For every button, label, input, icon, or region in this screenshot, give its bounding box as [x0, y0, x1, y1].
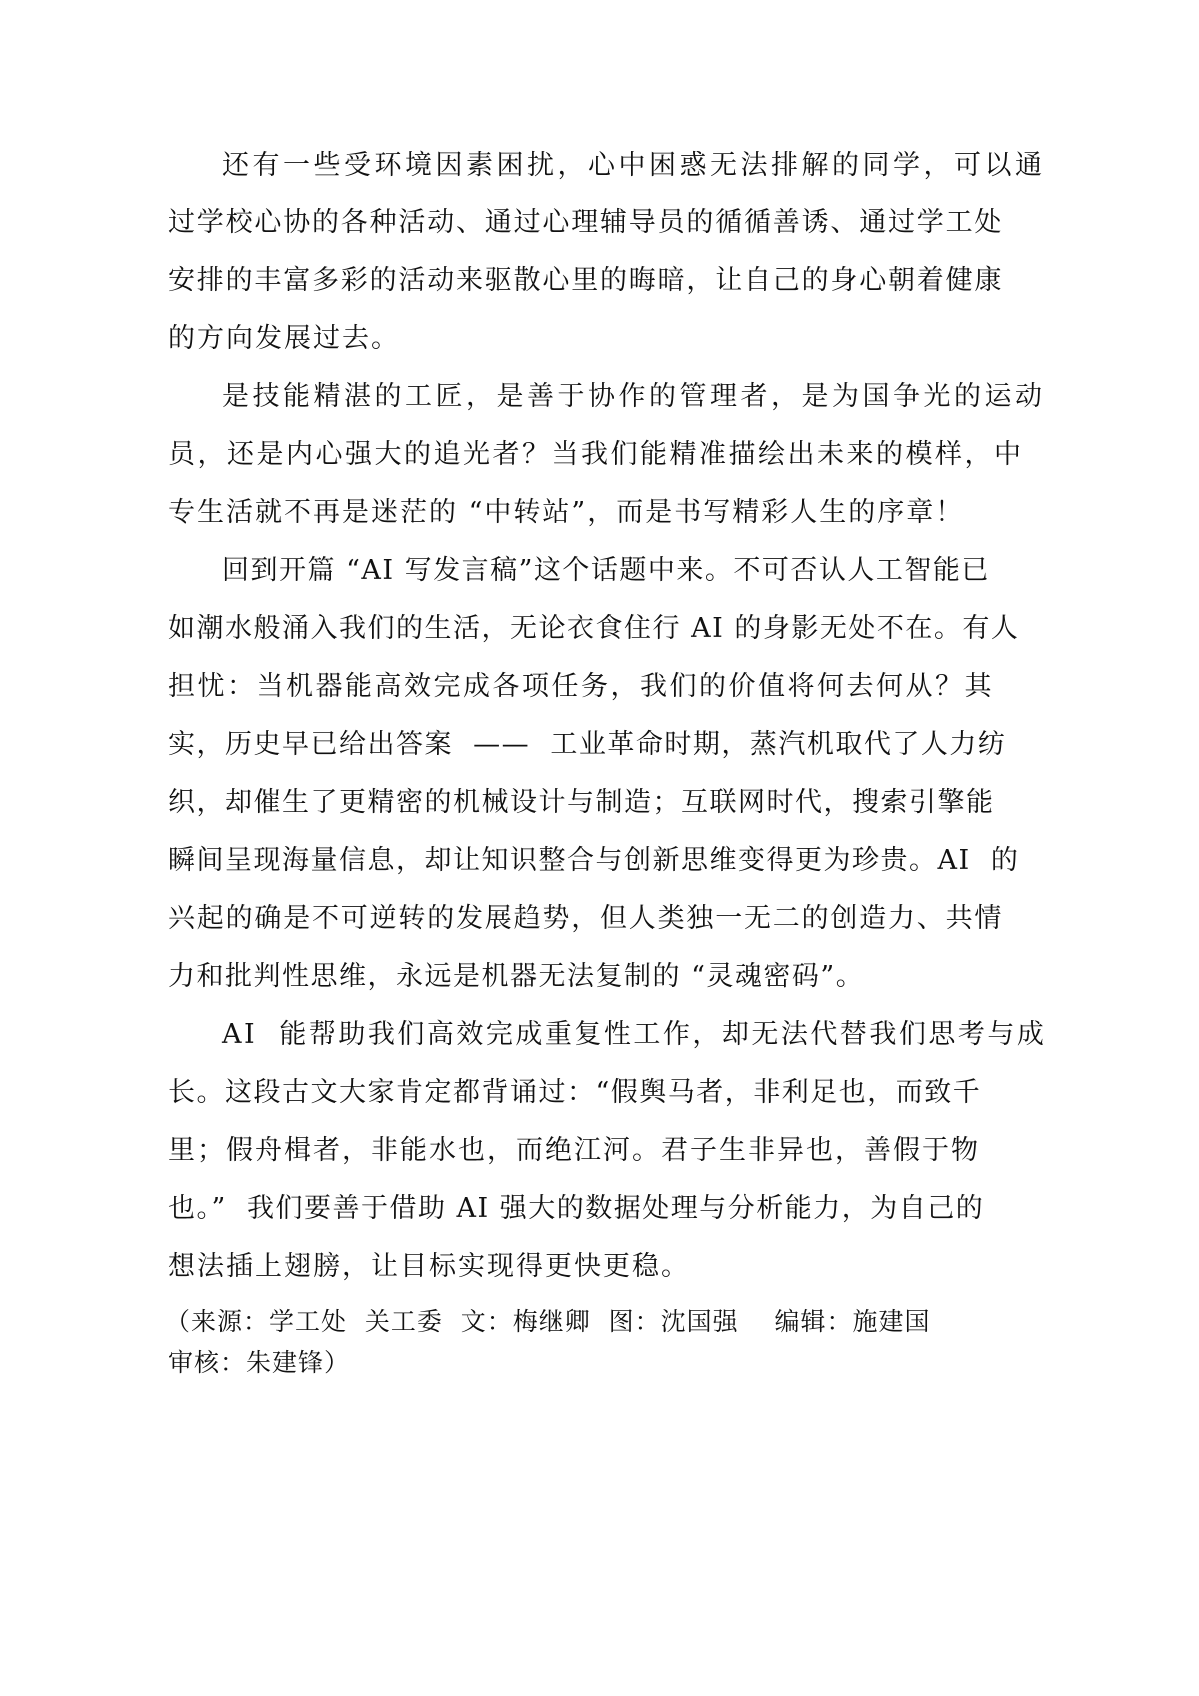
paragraph-3-line-2: 如潮水般涌入我们的生活，无论衣食住行 AI 的身影无处不在。有人 [168, 613, 1020, 644]
paragraph-4-line-2: 长。这段古文大家肯定都背诵过：“假舆马者，非利足也，而致千 [168, 1077, 982, 1108]
paragraph-4-line-4: 也。” 我们要善于借助 AI 强大的数据处理与分析能力，为自己的 [168, 1193, 985, 1224]
paragraph-1-line-2: 过学校心协的各种活动、通过心理辅导员的循循善诱、通过学工处 [168, 207, 1004, 238]
paragraph-4-line-3: 里；假舟楫者，非能水也，而绝江河。君子生非异也，善假于物 [168, 1135, 980, 1166]
paragraph-3-line-5: 织，却催生了更精密的机械设计与制造；互联网时代，搜索引擎能 [168, 787, 995, 818]
paragraph-1-line-4: 的方向发展过去。 [168, 323, 400, 354]
paragraph-3-line-4: 实，历史早已给出答案 —— 工业革命时期，蒸汽机取代了人力纺 [168, 729, 1007, 760]
paragraph-3-line-1: 回到开篇 “AI 写发言稿”这个话题中来。不可否认人工智能已 [222, 555, 990, 586]
paragraph-1-line-1: 还有一些受环境因素困扰，心中困惑无法排解的同学，可以通 [222, 150, 1046, 181]
paragraph-1-line-3: 安排的丰富多彩的活动来驱散心里的晦暗，让自己的身心朝着健康 [168, 265, 1004, 296]
paragraph-3-line-8: 力和批判性思维，永远是机器无法复制的 “灵魂密码”。 [168, 961, 865, 992]
credits-line-1: （来源：学工处 关工委 文：梅继卿 图：沈国强 编辑：施建国 [165, 1307, 931, 1336]
paragraph-2-line-1: 是技能精湛的工匠，是善于协作的管理者，是为国争光的运动 [222, 381, 1046, 412]
paragraph-3-line-6: 瞬间呈现海量信息，却让知识整合与创新思维变得更为珍贵。AI 的 [168, 845, 1020, 876]
paragraph-3-line-7: 兴起的确是不可逆转的发展趋势，但人类独一无二的创造力、共情 [168, 903, 1004, 934]
paragraph-4-line-1: AI 能帮助我们高效完成重复性工作，却无法代替我们思考与成 [222, 1019, 1047, 1050]
paragraph-3-line-3: 担忧：当机器能高效完成各项任务，我们的价值将何去何从？其 [168, 671, 994, 702]
credits-line-2: 审核：朱建锋） [168, 1348, 351, 1377]
paragraph-2-line-3: 专生活就不再是迷茫的 “中转站”，而是书写精彩人生的序章！ [168, 497, 965, 528]
paragraph-4-line-5: 想法插上翅膀，让目标实现得更快更稳。 [168, 1251, 690, 1282]
paragraph-2-line-2: 员，还是内心强大的追光者？当我们能精准描绘出未来的模样，中 [168, 439, 1024, 470]
